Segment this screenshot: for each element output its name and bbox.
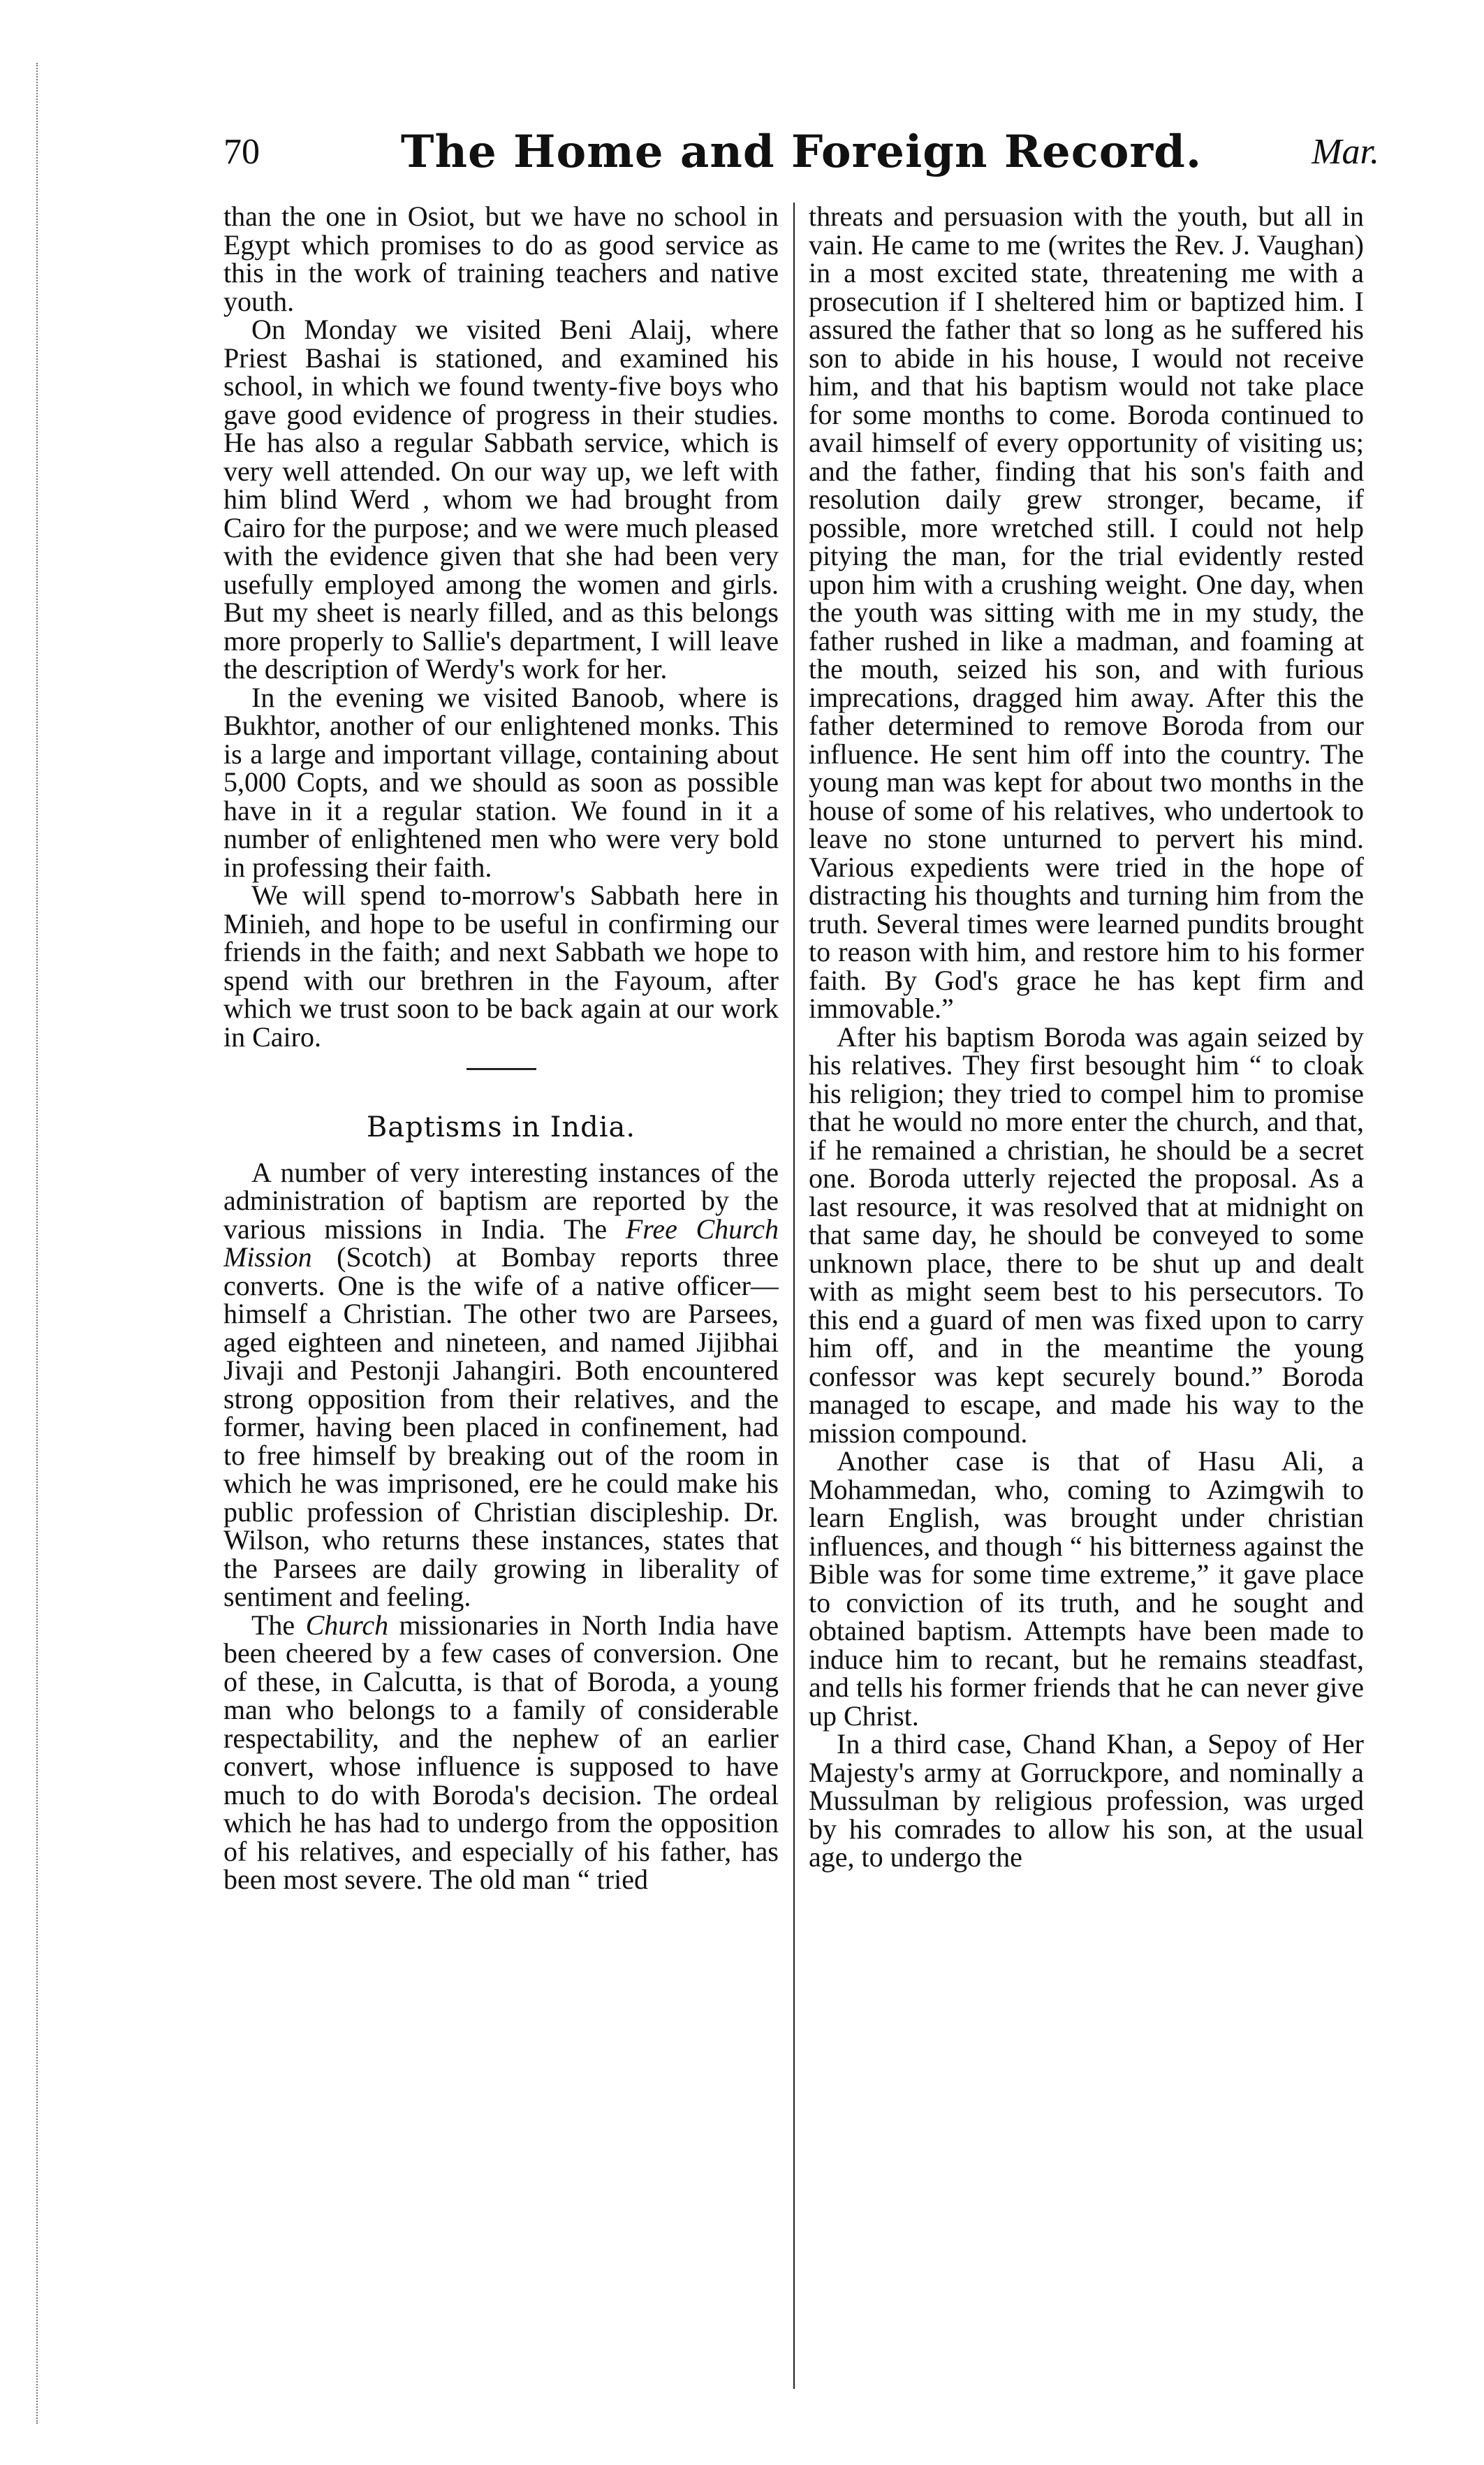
issue-month: Mar. bbox=[1312, 132, 1379, 172]
section-separator bbox=[466, 1068, 536, 1070]
paragraph: In a third case, Chand Khan, a Sepoy of Her Majesty's army at Gorruckpore, and nominally a Mussulman by religious profession, was urged by his comrades to allow his son, at the usual age, to undergo the bbox=[809, 1728, 1364, 1873]
left-column bbox=[223, 203, 779, 2389]
paragraph: threats and persuasion with the youth, but all in vain. He came to me (writes the Rev. J. Vaughan) in a most excited state, threatening me with a prosecution if I sheltered him or baptized him. I assured the father that so long as he suffered his son to abide in his house, I would not receive him, and that his baptism would not take place for some months to come. Boroda continued to avail himself of every opportunity of visiting us; and the father, finding that his son's faith and resolution daily grew stronger, became, if possible, more wretched still. I could not help pitying the man, for the trial evidently rested upon him with a crushing weight. One day, when the youth was sitting with me in my study, the father rushed in like a madman, and foaming at the mouth, seized his son, and with furious imprecations, dragged him away. After this the father determined to remove Boroda from our influence. He sent him off into the country. The young man was kept for about two months in the house of some of his relatives, who undertook to leave no stone unturned to pervert his mind. Various expedients were tried in the hope of distracting his thoughts and turning him from the truth. Several times were learned pundits brought to reason with him, and restore him to his former faith. By God's grace he has kept firm and immovable.” bbox=[809, 203, 1364, 1024]
paragraph: In the evening we visited Banoob, where is Bukhtor, another of our enlightened monks. This is a large and important village, containing about 5,000 Copts, and we should as soon as possible have in it a regular station. We found in it a number of enlightened men who were very bold in professing their faith. bbox=[223, 681, 779, 883]
italic-text: Free Church Mission bbox=[223, 1213, 779, 1273]
paragraph: than the one in Osiot, but we have no school in Egypt which promises to do as good service as this in the work of training teachers and native youth. bbox=[223, 203, 779, 317]
italic-text: Church bbox=[305, 1609, 389, 1641]
column-rule bbox=[793, 203, 795, 2389]
paragraph: On Monday we visited Beni Alaij, where Priest Bashai is stationed, and examined his school, in which we found twenty-five boys who gave good evidence of progress in their studies. He has also a regular Sabbath service, which is very well attended. On our way up, we left with him blind Werd , whom we had brought from Cairo for the purpose; and we were much pleased with the evidence given that she had been very usefully employed among the women and girls. But my sheet is nearly filled, and as this belongs more properly to Sallie's department, I will leave the description of Werdy's work for her. bbox=[223, 314, 779, 685]
page-number: 70 bbox=[223, 132, 260, 172]
running-header bbox=[223, 126, 1379, 182]
text-run: missionaries in North India have been cheered by a few cases of conversion. One of these, in Calcutta, is that of Boroda, a young man who belongs to a family of considerable respectability, and the nephew of an earlier convert, whose influence is supposed to have much to do with Boroda's decision. The ordeal which he has had to undergo from the opposition of his relatives, and especially of his father, has been most severe. The old man “ tried bbox=[223, 1609, 779, 1895]
running-title: The Home and Foreign Record. bbox=[400, 126, 1203, 178]
text-run: The bbox=[251, 1609, 306, 1641]
paragraph: Another case is that of Hasu Ali, a Mohammedan, who, coming to Azimgwih to learn English, was brought under christian influences, and though “ his bitterness against the Bible was for some time extreme,” it gave place to conviction of its truth, and he sought and obtained baptism. Attempts have been made to induce him to recant, but he remains steadfast, and tells his former friends that he can never give up Christ. bbox=[809, 1445, 1364, 1732]
text-run: A number of very interesting instances of the administration of baptism are reported by the various missions in India. The bbox=[223, 1156, 779, 1245]
text-run: (Scotch) at Bombay reports three converts. One is the wife of a native officer—himself a Christian. The other two are Parsees, aged eighteen and nineteen, and named Jijibhai Jivaji and Pestonji Jahangiri. Both encountered strong opposition from their relatives, and the former, having been placed in confinement, had to free himself by breaking out of the room in which he was imprisoned, ere he could make his public profession of Christian discipleship. Dr. Wilson, who returns these instances, states that the Parsees are daily growing in liberality of sentiment and feeling. bbox=[223, 1241, 779, 1612]
paragraph: We will spend to-morrow's Sabbath here in Minieh, and hope to be useful in confirming our friends in the faith; and next Sabbath we hope to spend with our brethren in the Fayoum, after which we trust soon to be back again at our work in Cairo. bbox=[223, 879, 779, 1053]
paragraph: After his baptism Boroda was again seized by his relatives. They first besought him “ to cloak his religion; they tried to compel him to promise that he would no more enter the church, and that, if he remained a christian, he should be a secret one. Boroda utterly rejected the proposal. As a last resource, it was resolved that at midnight on that same day, he should be conveyed to some unknown place, there to be shut up and dealt with as might seem best to his persecutors. To this end a guard of men was fixed upon to carry him off, and in the meantime the young confessor was kept securely bound.” Boroda managed to escape, and made his way to the mission compound. bbox=[809, 1021, 1364, 1449]
paragraph bbox=[223, 1611, 779, 1894]
paragraph bbox=[223, 1156, 779, 1612]
section-heading: Baptisms in India. bbox=[366, 1111, 636, 1143]
right-column bbox=[809, 203, 1364, 2389]
scan-edge-marks bbox=[36, 63, 42, 2424]
